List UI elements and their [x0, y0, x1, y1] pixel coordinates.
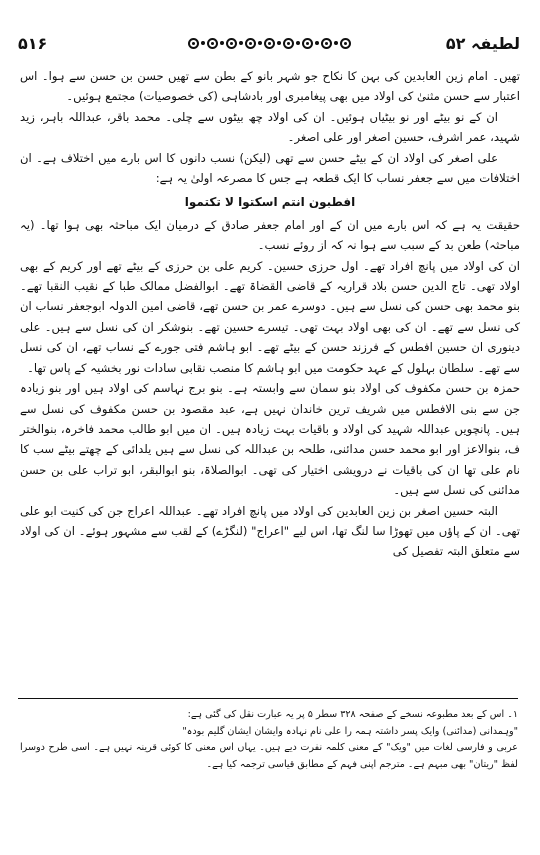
- footnotes: [20, 707, 518, 773]
- ornament-ring-icon: [207, 38, 218, 49]
- ornament-ring-icon: [264, 38, 275, 49]
- ornament-ring-icon: [321, 38, 332, 49]
- chapter-title: لطیفہ ۵۲: [445, 33, 520, 53]
- ornament-ring-icon: [188, 38, 199, 49]
- page-header: [18, 30, 520, 56]
- ornament-dot-icon: [334, 41, 338, 45]
- paragraph: البتہ حسین اصغر بن زین العابدین کی اولاد میں پانچ افراد تھے۔ عبداللہ اعراج جن کی کنیت ابو علی تھی۔ ان کے پاؤں میں تھوڑا سا لنگ تھا، اس لیے "اعراج" (لنگڑے) کے لقب سے مشہور ہوئے۔ ان کی اولاد سے متعلق البتہ تفصیل کی: [20, 503, 520, 559]
- paragraph: تھیں۔ امام زین العابدین کی بہن کا نکاح جو شہر بانو کے بطن سے تھیں حسن بن حسن سے ہوا۔ اس اعتبار سے حسن مثنیٰ کی اولاد میں بھی پیغامبری اور بادشاہی (کی خصوصیات) مجتمع ہوئیں۔: [20, 69, 520, 104]
- header-ornament: [98, 38, 440, 49]
- paragraph: حمزہ بن حسن مکفوف کی اولاد بنو سمان سے وابستہ ہے۔ بنو برج نہاسم کی اولاد ہیں اور بنو زیادہ جن سے بنی الافطس میں شریف ترین خاندان نہیں ہے، عبد مقصود بن حسن مکفوف کی نسل سے ہیں۔ پانچویں عبداللہ شہید کی اولاد و باقیات بہت زیادہ ہیں۔ ان میں ابو طالب محمد فاخرہ، بنوالختر ف، بنوالاعز اور ابو محمد حسن مدائنی، طلحہ بن عبداللہ کی نسل سے ہیں یلدائی کے چھتے بیٹے سب کا نام علی تھا ان کی باقیات نے درویشی اختیار کی تھی۔ ابوالصلاۃ، بنو ابوالبقر، ابو تراب علی بن حسن مدائنی کی نسل سے ہیں۔: [20, 381, 520, 498]
- paragraph: حقیقت یہ ہے کہ اس بارے میں ان کے اور امام جعفر صادق کے درمیان ایک مباحثہ بھی ہوا تھا۔ (یہ مباحثہ) طعن بد کے سبب سے ہوا نہ کہ از روئے نسب۔: [20, 217, 520, 253]
- main-text: [20, 66, 520, 562]
- ornament-dot-icon: [315, 41, 319, 45]
- paragraph: ان کے نو بیٹے اور نو بیٹیاں ہوئیں۔ ان کی اولاد چھ بیٹوں سے چلی۔ محمد باقر، عبداللہ باہر، زید شہید، عمر اشرف، حسین اصغر اور علی اصغر۔: [20, 109, 520, 145]
- ornament-ring-icon: [302, 38, 313, 49]
- ornament-dot-icon: [220, 41, 224, 45]
- ornament-dot-icon: [201, 41, 205, 45]
- paragraph: علی اصغر کی اولاد ان کے بیٹے حسن سے تھی (لیکن) نسب دانوں کا اس بارے میں اختلاف ہے۔ ان اختلافات میں سے جعفر نساب کا ایک قطعہ ہے جس کا مصرعہ اولیٰ یہ ہے:: [20, 150, 520, 186]
- footnote-divider: [18, 698, 518, 699]
- footnote-line: ۱۔ اس کے بعد مطبوعہ نسخے کے صفحہ ۳۲۸ سطر ۵ پر یہ عبارت نقل کی گئی ہے:: [187, 709, 518, 720]
- footnote-line: عربی و فارسی لغات میں "ویک" کے معنی کلمہ نفرت دیے ہیں۔ یہاں اس معنی کا کوئی قرینہ نہیں ہے۔ اسی طرح دوسرا لفظ "ریتان" بھی مبہم ہے۔ مترجم اپنی فہم کے مطابق قیاسی ترجمہ کیا ہے۔: [20, 742, 518, 770]
- ornament-ring-icon: [283, 38, 294, 49]
- verse-line: افطبون انتم اسکتوا لا تکتموا: [184, 195, 356, 210]
- ornament-ring-icon: [340, 38, 351, 49]
- paragraph: ان کی اولاد میں پانچ افراد تھے۔ اول حرزی حسین۔ کریم علی بن حرزی کے بیٹے تھے اور کریم کے بھی اولاد تھی۔ تاج الدین حسن بلاد قراریہ کے قاضی القضاۃ تھے۔ ابوالفضل ممالک طبا کے نقیب النقبا تھے۔ بنو محمد بھی حسن کی نسل سے ہیں۔ دوسرے عمر بن حسن تھے، قاضی امین الدولہ ابوجعفر نساب ان کی نسل سے تھے۔ ان کی بھی اولاد بہت تھی۔ تیسرے حسین تھے۔ بنوشکر ان کی نسل سے ہیں۔ علی دینوری ان حسین افطس کے فرزند حسن کے بیٹے تھے۔ ابو ہاشم فتی جورے کے نساب تھے، ان کی نسل سے تھے۔ سلطان بہلول کے عہد حکومت میں ابو ہاشم کا منصب نقابی سادات نور بخشیہ کے پاس تھا۔: [20, 258, 520, 375]
- page-number: ۵۱۶: [18, 33, 48, 53]
- footnote-line: "وہمدانی (مدائنی) وایک پسر داشتہ ہمہ را علی نام نہادہ وایشان ایشان گلیم بودہ": [182, 725, 518, 737]
- ornament-dot-icon: [239, 41, 243, 45]
- ornament-dot-icon: [258, 41, 262, 45]
- ornament-dot-icon: [296, 41, 300, 45]
- ornament-ring-icon: [245, 38, 256, 49]
- ornament-ring-icon: [226, 38, 237, 49]
- ornament-dot-icon: [277, 41, 281, 45]
